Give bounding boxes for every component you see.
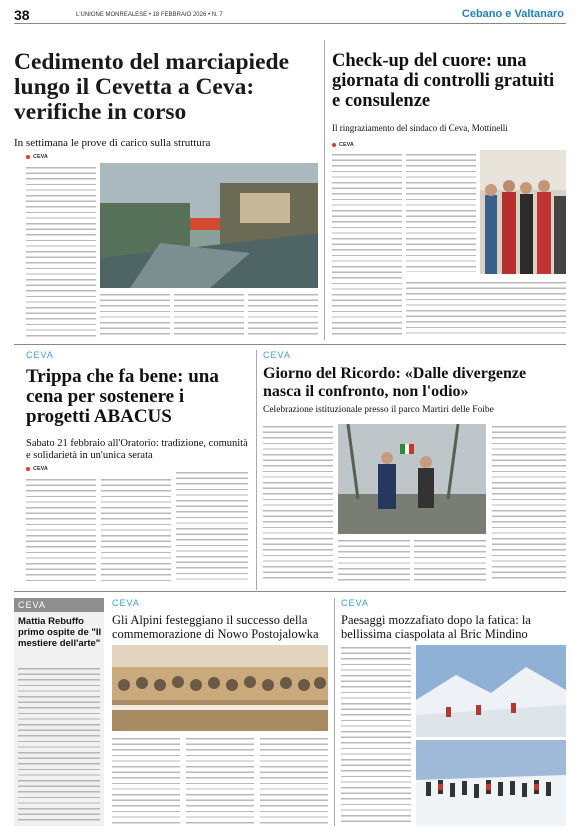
article2-tag: CEVA: [332, 142, 354, 148]
article1-body-col4: [248, 292, 318, 336]
article6-body-col3: [260, 736, 328, 826]
article7-photo-top: [416, 645, 566, 737]
article5-box: [14, 598, 104, 826]
article1-body-col1: [26, 165, 96, 337]
article2-photo: [480, 150, 566, 274]
article2-body-col3: [406, 280, 566, 338]
article2-subtitle: Il ringraziamento del sindaco di Ceva, Mottinelli: [332, 123, 508, 133]
article6-body-col2: [186, 736, 254, 826]
article1-body-col3: [174, 292, 244, 336]
article4-body-col1: [263, 424, 333, 582]
article6-photo: [112, 645, 328, 731]
article2-body-col1: [332, 152, 402, 338]
article2-body-col2: [406, 152, 476, 272]
article7-photo-bottom: [416, 740, 566, 826]
article1-photo: [100, 163, 318, 288]
page-header: [14, 8, 566, 24]
article4-photo: [338, 424, 486, 534]
article3-tag: CEVA: [26, 466, 48, 472]
article7-title: Paesaggi mozzafiato dopo la fatica: la bellissima ciaspolata al Bric Mindino: [341, 613, 531, 641]
article3-body-col1: [26, 477, 96, 583]
article6-body-col1: [112, 736, 180, 826]
article1-body-col2: [100, 292, 170, 336]
article7-body-col1: [341, 645, 411, 826]
article5-body: [18, 666, 100, 822]
article2-title: Check-up del cuore: una giornata di controlli gratuiti e consulenze: [332, 51, 555, 111]
article4-kicker: CEVA: [263, 350, 291, 360]
article3-subtitle: Sabato 21 febbraio all'Oratorio: tradizione, comunità e solidarietà in un'unica serata: [26, 438, 248, 461]
article4-title: Giorno del Ricordo: «Dalle divergenze nasca il confronto, non l'odio»: [263, 365, 527, 400]
article4-subtitle: Celebrazione istituzionale presso il parco Martiri delle Foibe: [263, 405, 494, 415]
article7-kicker: CEVA: [341, 598, 369, 608]
article5-title: Mattia Rebuffo primo ospite de "Il mestiere dell'arte": [18, 616, 102, 649]
article3-body-col3: [176, 470, 248, 583]
edition-line: L'UNIONE MONREALESE • 18 FEBBRAIO 2026 • N. 7: [76, 12, 223, 18]
article1-subtitle: In settimana le prove di carico sulla struttura: [14, 137, 211, 149]
article1-tag: CEVA: [26, 154, 48, 160]
section-title: Cebano e Valtanaro: [461, 8, 564, 20]
article3-title: Trippa che fa bene: una cena per sostenere i progetti ABACUS: [26, 366, 219, 427]
article3-body-col2: [101, 477, 171, 583]
article4-body-col4: [492, 424, 566, 582]
article6-title: Gli Alpini festeggiano il successo della commemorazione di Nowo Postojalowka: [112, 613, 319, 641]
article3-kicker: CEVA: [26, 350, 54, 360]
article5-kicker: CEVA: [14, 598, 104, 612]
page-number: 38: [14, 7, 30, 23]
article1-title: Cedimento del marciapiede lungo il Cevetta a Ceva: verifiche in corso: [14, 49, 290, 125]
article6-kicker: CEVA: [112, 598, 140, 608]
article4-body-col2: [338, 538, 410, 582]
article4-body-col3: [414, 538, 486, 582]
